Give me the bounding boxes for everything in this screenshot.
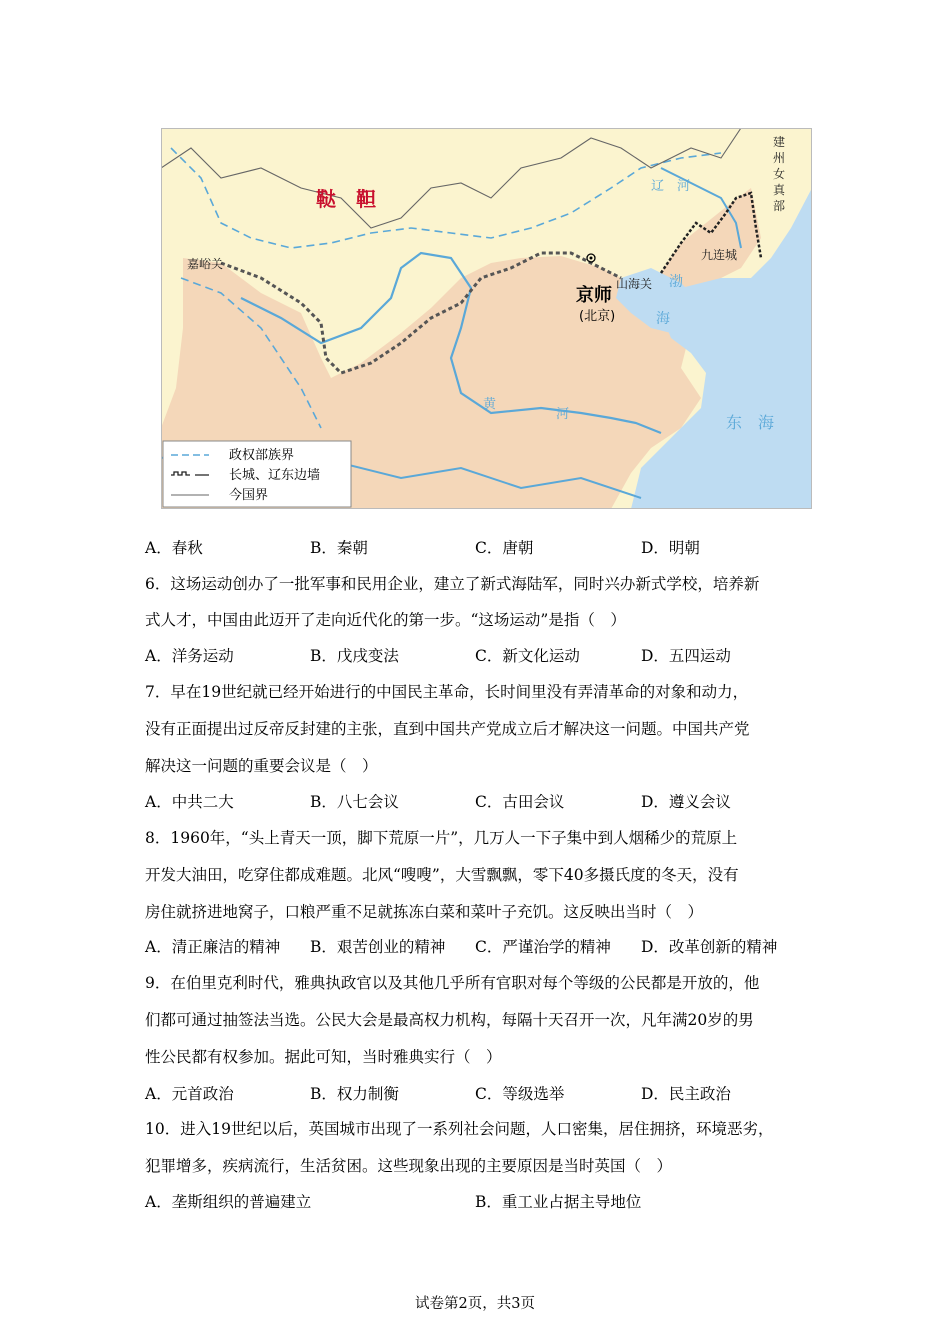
label-capital-sub: (北京) (579, 309, 616, 324)
q10-options (145, 1190, 825, 1220)
label-shanhaiguan: 山海关 (616, 277, 653, 291)
label-jianzhou-2: 州 (773, 151, 786, 165)
q8-option-a[interactable]: A．清正廉洁的精神 (145, 938, 281, 956)
q10-line-2: 犯罪增多，疾病流行，生活贫困。这些现象出现的主要原因是当时英国（ ） (145, 1157, 673, 1175)
label-jianzhou-4: 真 (773, 183, 786, 197)
label-liao-river: 辽 河 (651, 179, 691, 194)
q8-line-2: 开发大油田，吃穿住都成难题。北风“嗖嗖”，大雪飘飘，零下40多摄氏度的冬天，没有 (145, 866, 739, 884)
q6-line-2: 式人才，中国由此迈开了走向近代化的第一步。“这场运动”是指（ ） (145, 611, 626, 629)
q7-option-a[interactable]: A．中共二大 (145, 793, 234, 811)
q7-option-b[interactable]: B．八七会议 (310, 793, 399, 811)
q9-option-c[interactable]: C．等级选举 (475, 1085, 565, 1103)
map-svg (161, 128, 812, 509)
label-jiuliancheng: 九连城 (701, 248, 738, 262)
q9-option-d[interactable]: D．民主政治 (641, 1085, 731, 1103)
q5-option-a[interactable]: A．春秋 (145, 539, 203, 557)
label-jianzhou-1: 建 (773, 135, 786, 149)
label-tatar: 鞑 靼 (316, 187, 376, 211)
q6-option-d[interactable]: D．五四运动 (641, 647, 731, 665)
label-capital: 京师 (576, 285, 612, 306)
q8-line-1: 8．1960年，“头上青天一顶，脚下荒原一片”，几万人一下子集中到人烟稀少的荒原上 (145, 829, 738, 847)
q7-line-1: 7．早在19世纪就已经开始进行的中国民主革命，长时间里没有弄清革命的对象和动力， (145, 683, 749, 701)
q7-options (145, 790, 825, 820)
q6-line-1: 6．这场运动创办了一批军事和民用企业，建立了新式海陆军，同时兴办新式学校，培养新 (145, 575, 760, 593)
q8-options (145, 935, 825, 965)
label-jiayuguan: 嘉峪关 (187, 257, 224, 271)
q6-option-c[interactable]: C．新文化运动 (475, 647, 580, 665)
q10-option-a[interactable]: A．垄斯组织的普遍建立 (145, 1193, 312, 1211)
q7-option-c[interactable]: C．古田会议 (475, 793, 565, 811)
q9-line-2: 们都可通过抽签法当选。公民大会是最高权力机构，每隔十天召开一次，凡年满20岁的男 (145, 1011, 754, 1029)
page-footer: 试卷第2页，共3页 (415, 1296, 535, 1312)
q6-option-b[interactable]: B．戊戌变法 (310, 647, 399, 665)
label-jianzhou-5: 部 (773, 199, 786, 213)
q6-options (145, 644, 825, 674)
q7-line-3: 解决这一问题的重要会议是（ ） (145, 757, 378, 775)
label-jianzhou (773, 134, 786, 213)
q9-option-a[interactable]: A．元首政治 (145, 1085, 234, 1103)
q5-option-d[interactable]: D．明朝 (641, 539, 700, 557)
q8-line-3: 房住就挤进地窝子，口粮严重不足就拣冻白菜和菜叶子充饥。这反映出当时（ ） (145, 903, 704, 921)
q9-line-1: 9．在伯里克利时代，雅典执政官以及其他几乎所有官职对每个等级的公民都是开放的，他 (145, 974, 760, 992)
label-yellow-river-2: 河 (556, 407, 570, 422)
q8-option-d[interactable]: D．改革创新的精神 (641, 938, 778, 956)
label-bohai-1: 渤 (669, 274, 683, 290)
q8-option-b[interactable]: B．艰苦创业的精神 (310, 938, 446, 956)
q10-line-1: 10．进入19世纪以后，英国城市出现了一系列社会问题，人口密集，居住拥挤，环境恶劣， (145, 1120, 774, 1138)
q6-option-a[interactable]: A．洋务运动 (145, 647, 234, 665)
legend-wall-text: 长城、辽东边墙 (229, 468, 321, 483)
label-east-sea: 东 海 (726, 413, 775, 432)
q9-options (145, 1082, 825, 1112)
q8-option-c[interactable]: C．严谨治学的精神 (475, 938, 611, 956)
ming-dynasty-map (161, 128, 812, 509)
q5-options (145, 536, 825, 566)
label-jianzhou-3: 女 (773, 167, 786, 181)
q9-line-3: 性公民都有权参加。据此可知，当时雅典实行（ ） (145, 1048, 502, 1066)
q5-option-c[interactable]: C．唐朝 (475, 539, 534, 557)
q5-option-b[interactable]: B．秦朝 (310, 539, 368, 557)
legend-border-text: 今国界 (229, 488, 269, 503)
label-bohai-2: 海 (656, 311, 670, 327)
q10-option-b[interactable]: B．重工业占据主导地位 (475, 1193, 642, 1211)
capital-marker-dot (590, 257, 593, 260)
q7-option-d[interactable]: D．遵义会议 (641, 793, 731, 811)
q7-line-2: 没有正面提出过反帝反封建的主张，直到中国共产党成立后才解决这一问题。中国共产党 (145, 720, 750, 738)
legend-boundary-text: 政权部族界 (229, 448, 295, 463)
q9-option-b[interactable]: B．权力制衡 (310, 1085, 399, 1103)
label-yellow-river-1: 黄 (483, 397, 497, 412)
